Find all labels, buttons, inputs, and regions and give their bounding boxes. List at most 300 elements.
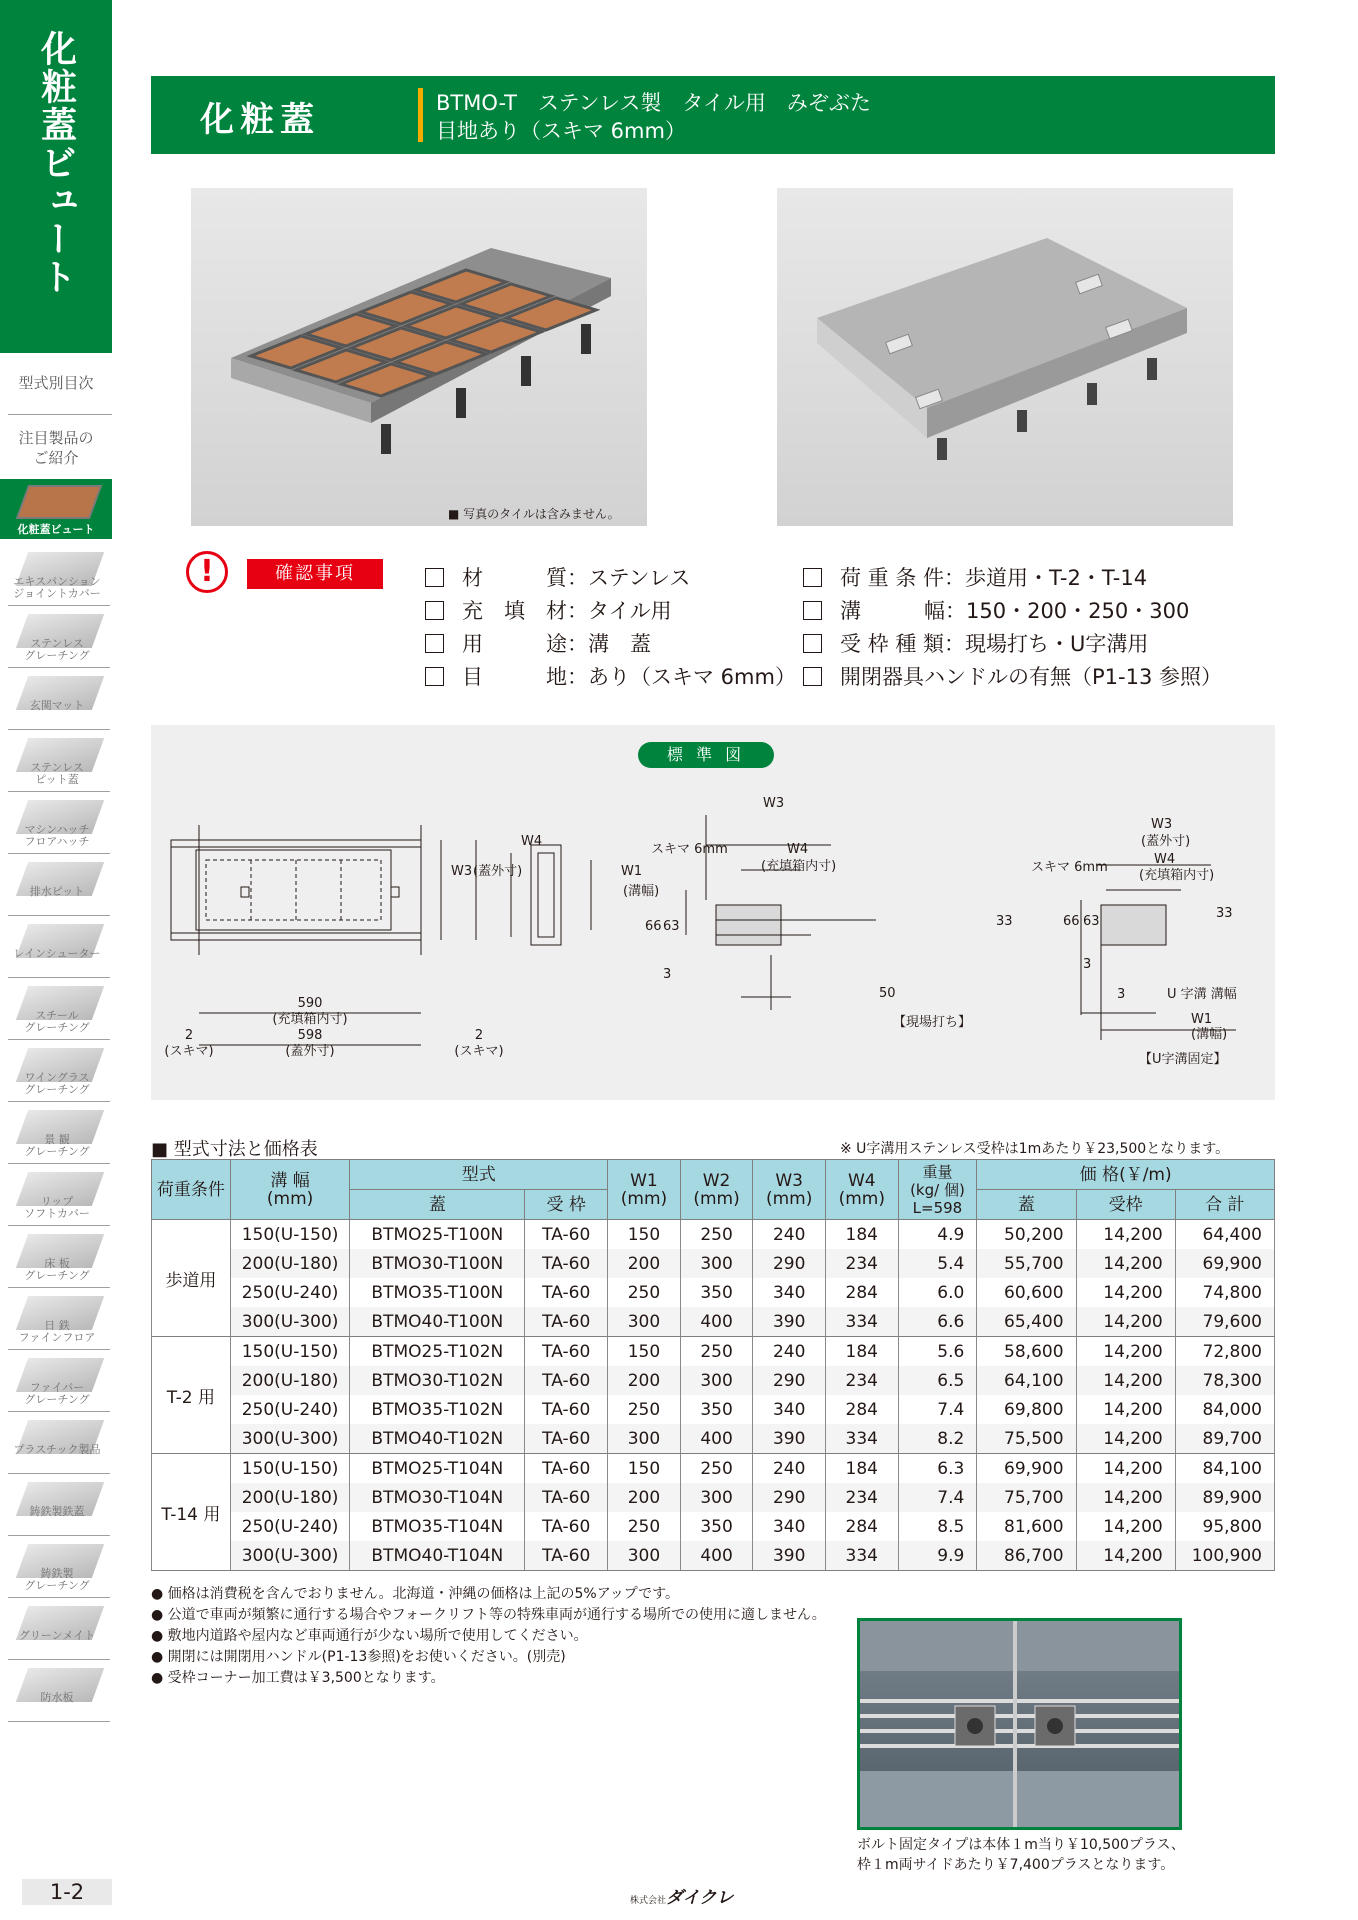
table-cell: 334 <box>825 1307 898 1337</box>
sidebar-item[interactable] <box>4 1354 110 1412</box>
table-cell: 200 <box>608 1249 681 1278</box>
sidebar-link-featured-2[interactable]: ご紹介 <box>33 449 79 467</box>
spec-material: 材 質：ステンレス <box>425 562 690 592</box>
table-cell: 184 <box>825 1337 898 1367</box>
dim-w1-sub: (溝幅) <box>623 884 660 899</box>
table-cell: 6.3 <box>898 1454 977 1484</box>
table-cell: 234 <box>825 1483 898 1512</box>
table-cell: 14,200 <box>1076 1307 1175 1337</box>
dim-590: 590 <box>297 996 323 1011</box>
dim-w4: W4 <box>521 834 543 849</box>
table-cell: 5.4 <box>898 1249 977 1278</box>
page-title: 化粧蓋 <box>200 100 320 140</box>
sidebar-item-label: ワイングラス グレーチング <box>24 1071 90 1096</box>
table-cell: 58,600 <box>977 1337 1076 1367</box>
sidebar-divider <box>8 1721 110 1722</box>
table-cell: BTMO35-T102N <box>350 1395 525 1424</box>
table-cell: 240 <box>753 1337 826 1367</box>
table-cell: 400 <box>680 1307 753 1337</box>
table-cell: 200(U-180) <box>230 1366 350 1395</box>
table-cell: 78,300 <box>1175 1366 1274 1395</box>
table-cell: 7.4 <box>898 1483 977 1512</box>
table-cell: 89,700 <box>1175 1424 1274 1454</box>
table-cell: 340 <box>753 1512 826 1541</box>
sidebar-item[interactable] <box>4 796 110 854</box>
checkbox-icon <box>425 634 444 653</box>
sidebar-item-label: 日 鉄 ファインフロア <box>18 1319 96 1344</box>
table-row <box>152 1278 1275 1307</box>
dim-w4-u-sub: (充填箱内寸) <box>1139 868 1215 883</box>
price-table <box>151 1159 1275 1571</box>
sidebar-item[interactable] <box>4 548 110 606</box>
table-cell: 14,200 <box>1076 1512 1175 1541</box>
col-model-lid: 蓋 <box>350 1190 525 1220</box>
sidebar-item[interactable] <box>4 1168 110 1226</box>
dim-598: 598 <box>297 1028 323 1043</box>
checkbox-icon <box>803 601 822 620</box>
table-cell: 14,200 <box>1076 1220 1175 1250</box>
dim-3-u-bottom: 3 <box>1117 987 1126 1002</box>
table-cell: BTMO30-T102N <box>350 1366 525 1395</box>
col-model: 型式 <box>350 1160 608 1190</box>
dim-50: 50 <box>879 986 896 1001</box>
table-cell: 200 <box>608 1483 681 1512</box>
dim-gap-right-sub: (スキマ) <box>454 1044 504 1059</box>
table-cell: BTMO25-T102N <box>350 1337 525 1367</box>
sidebar-item-label: ステンレス ピット蓋 <box>30 761 84 786</box>
table-row <box>152 1541 1275 1571</box>
dim-w4-site: W4 <box>787 842 809 857</box>
table-cell: 300 <box>680 1249 753 1278</box>
sidebar-item-active[interactable] <box>0 479 112 539</box>
table-cell: TA-60 <box>525 1483 608 1512</box>
table-cell: BTMO40-T100N <box>350 1307 525 1337</box>
table-cell: 390 <box>753 1307 826 1337</box>
table-cell: 334 <box>825 1541 898 1571</box>
table-cell: TA-60 <box>525 1307 608 1337</box>
dim-w3: W3 <box>451 864 473 879</box>
table-cell: 250 <box>608 1278 681 1307</box>
dim-33-u: 33 <box>1216 906 1233 921</box>
sidebar-divider <box>8 1597 110 1598</box>
table-cell: 240 <box>753 1220 826 1250</box>
table-cell: 8.5 <box>898 1512 977 1541</box>
standard-drawing-badge: 標 準 図 <box>638 742 774 768</box>
sidebar-item-label: 床 板 グレーチング <box>24 1257 90 1282</box>
table-cell: 150 <box>608 1454 681 1484</box>
table-cell: 50,200 <box>977 1220 1076 1250</box>
sidebar-item[interactable] <box>4 1664 110 1722</box>
table-row <box>152 1366 1275 1395</box>
dim-63-site: 63 <box>663 919 680 934</box>
header-subtitle-1: BTMO-T ステンレス製 タイル用 みぞぶた <box>436 91 871 115</box>
table-cell: 250 <box>680 1220 753 1250</box>
load-condition-cell: T-2 用 <box>152 1337 231 1454</box>
dim-66-u: 66 <box>1063 914 1080 929</box>
table-cell: 9.9 <box>898 1541 977 1571</box>
table-cell: 6.0 <box>898 1278 977 1307</box>
sidebar-item-active-label: 化粧蓋ビュート <box>17 523 95 536</box>
sidebar-divider <box>8 414 112 415</box>
sidebar-item[interactable] <box>4 1106 110 1164</box>
sidebar-divider <box>8 1349 110 1350</box>
sidebar-divider <box>8 1163 110 1164</box>
header-accent-bar <box>418 88 423 142</box>
u-ditch-label: U 字溝 溝幅 <box>1167 987 1237 1002</box>
table-cell: BTMO30-T104N <box>350 1483 525 1512</box>
col-w4: W4 (mm) <box>825 1160 898 1220</box>
sidebar-item[interactable] <box>4 1602 110 1660</box>
sidebar-item[interactable] <box>4 1478 110 1536</box>
dim-w4-site-sub: (充填箱内寸) <box>761 859 837 874</box>
table-cell: 14,200 <box>1076 1278 1175 1307</box>
note-5: ● 受枠コーナー加工費は￥3,500となります。 <box>151 1670 445 1686</box>
table-cell: TA-60 <box>525 1395 608 1424</box>
table-cell: 14,200 <box>1076 1337 1175 1367</box>
table-row <box>152 1220 1275 1250</box>
dim-66-site: 66 <box>645 919 662 934</box>
table-cell: TA-60 <box>525 1337 608 1367</box>
table-cell: 284 <box>825 1512 898 1541</box>
sidebar-divider <box>8 1535 110 1536</box>
table-cell: 6.5 <box>898 1366 977 1395</box>
sidebar-divider <box>8 729 110 730</box>
sidebar-item-label: 鋳鉄製 グレーチング <box>24 1567 90 1592</box>
col-w3: W3 (mm) <box>753 1160 826 1220</box>
table-cell: 300 <box>680 1366 753 1395</box>
table-note: ※ U字溝用ステンレス受枠は1mあたり￥23,500となります。 <box>840 1141 1230 1157</box>
col-price-lid: 蓋 <box>977 1190 1076 1220</box>
table-cell: 250 <box>680 1337 753 1367</box>
table-cell: 6.6 <box>898 1307 977 1337</box>
sidebar-divider <box>8 853 110 854</box>
col-price-frame: 受枠 <box>1076 1190 1175 1220</box>
table-row <box>152 1512 1275 1541</box>
table-cell: BTMO35-T104N <box>350 1512 525 1541</box>
standard-drawing <box>151 725 1275 1100</box>
table-row <box>152 1483 1275 1512</box>
sidebar-divider <box>8 667 110 668</box>
sidebar-item[interactable] <box>4 1044 110 1102</box>
table-cell: 14,200 <box>1076 1366 1175 1395</box>
sidebar-item[interactable] <box>4 610 110 668</box>
sidebar-link-featured-1[interactable]: 注目製品の <box>18 429 94 447</box>
table-cell: 250(U-240) <box>230 1512 350 1541</box>
table-row <box>152 1454 1275 1484</box>
table-cell: 150(U-150) <box>230 1220 350 1250</box>
dim-590-sub: (充填箱内寸) <box>272 1012 348 1027</box>
dim-63-u: 63 <box>1083 914 1100 929</box>
table-cell: BTMO40-T102N <box>350 1424 525 1454</box>
spec-frame: 受 枠 種 類：現場打ち・U字溝用 <box>803 628 1148 658</box>
table-cell: 290 <box>753 1483 826 1512</box>
table-cell: 150(U-150) <box>230 1454 350 1484</box>
sidebar-item-label: 鋳鉄製鉄蓋 <box>29 1505 85 1518</box>
table-cell: TA-60 <box>525 1278 608 1307</box>
table-cell: 5.6 <box>898 1337 977 1367</box>
sidebar-item-label: レインシューター <box>13 947 101 960</box>
dim-w1: W1 <box>621 864 643 879</box>
table-cell: 4.9 <box>898 1220 977 1250</box>
dim-w3-site: W3 <box>763 796 785 811</box>
note-3: ● 敷地内道路や屋内など車両通行が少ない場所で使用してください。 <box>151 1628 588 1644</box>
dim-33-site: 33 <box>996 914 1013 929</box>
table-cell: 81,600 <box>977 1512 1076 1541</box>
dim-gap-left-sub: (スキマ) <box>164 1044 214 1059</box>
table-cell: 390 <box>753 1424 826 1454</box>
table-cell: 14,200 <box>1076 1424 1175 1454</box>
table-cell: 250(U-240) <box>230 1278 350 1307</box>
sidebar-item[interactable] <box>4 858 110 916</box>
table-cell: 64,100 <box>977 1366 1076 1395</box>
spec-joint: 目 地：あり（スキマ 6mm） <box>425 661 796 691</box>
table-cell: 69,900 <box>1175 1249 1274 1278</box>
checkbox-icon <box>803 634 822 653</box>
table-cell: 300 <box>608 1307 681 1337</box>
table-cell: 100,900 <box>1175 1541 1274 1571</box>
sidebar-title: 化粧蓋ビュート <box>35 30 77 296</box>
col-load: 荷重条件 <box>152 1160 231 1220</box>
table-cell: 340 <box>753 1278 826 1307</box>
table-row <box>152 1424 1275 1454</box>
table-cell: TA-60 <box>525 1249 608 1278</box>
table-cell: 14,200 <box>1076 1454 1175 1484</box>
dim-gap-left: 2 <box>184 1028 194 1043</box>
caption-u: 【U字溝固定】 <box>1139 1052 1227 1067</box>
table-cell: 79,600 <box>1175 1307 1274 1337</box>
table-row <box>152 1395 1275 1424</box>
sidebar-divider <box>8 915 110 916</box>
table-cell: BTMO25-T104N <box>350 1454 525 1484</box>
sidebar-item-label: グリーンメイト <box>18 1629 96 1642</box>
note-1: ● 価格は消費税を含んでおりません。北海道・沖縄の価格は上記の5%アップです。 <box>151 1586 680 1602</box>
table-cell: 390 <box>753 1541 826 1571</box>
confirm-badge: 確認事項 <box>247 559 383 589</box>
table-cell: 200(U-180) <box>230 1249 350 1278</box>
dim-w1-u: W1 <box>1191 1012 1213 1027</box>
dim-3-u: 3 <box>1083 957 1092 972</box>
spec-handle: 開閉器具ハンドルの有無（P1-13 参照） <box>803 661 1222 691</box>
col-model-frame: 受 枠 <box>525 1190 608 1220</box>
table-cell: 300 <box>608 1541 681 1571</box>
table-cell: 7.4 <box>898 1395 977 1424</box>
gap-label-site: スキマ 6mm <box>651 842 728 857</box>
dim-w4-u: W4 <box>1154 852 1176 867</box>
sidebar-item-label: マシンハッチ フロアハッチ <box>24 823 90 848</box>
dim-w3-sub: (蓋外寸) <box>473 864 523 879</box>
photo-note: ■ 写真のタイルは含みません。 <box>448 507 620 521</box>
table-cell: 75,500 <box>977 1424 1076 1454</box>
table-cell: 60,600 <box>977 1278 1076 1307</box>
load-condition-cell: 歩道用 <box>152 1220 231 1337</box>
spec-load: 荷 重 条 件：歩道用・T-2・T-14 <box>803 562 1147 592</box>
table-cell: 250 <box>608 1395 681 1424</box>
sidebar-item[interactable] <box>4 1540 110 1598</box>
sidebar-divider <box>8 1039 110 1040</box>
table-cell: 300 <box>608 1424 681 1454</box>
sidebar-item[interactable] <box>4 1292 110 1350</box>
dim-3-site: 3 <box>663 967 672 982</box>
table-cell: 400 <box>680 1424 753 1454</box>
table-cell: 89,900 <box>1175 1483 1274 1512</box>
load-condition-cell: T-14 用 <box>152 1454 231 1571</box>
table-cell: TA-60 <box>525 1512 608 1541</box>
table-cell: BTMO25-T100N <box>350 1220 525 1250</box>
sidebar-item[interactable] <box>4 920 110 978</box>
sidebar-item-label: 景 観 グレーチング <box>24 1133 90 1158</box>
caption-site: 【現場打ち】 <box>893 1015 972 1030</box>
sidebar-item[interactable] <box>4 734 110 792</box>
table-cell: 64,400 <box>1175 1220 1274 1250</box>
sidebar-link-index[interactable]: 型式別目次 <box>18 374 94 392</box>
table-cell: 334 <box>825 1424 898 1454</box>
table-cell: 95,800 <box>1175 1512 1274 1541</box>
table-cell: 400 <box>680 1541 753 1571</box>
table-cell: 200 <box>608 1366 681 1395</box>
sidebar-item-label: プラスチック製品 <box>13 1443 101 1456</box>
dim-w3-u-sub: (蓋外寸) <box>1141 834 1191 849</box>
col-price: 価 格(￥/m) <box>977 1160 1275 1190</box>
table-cell: 184 <box>825 1220 898 1250</box>
spec-use: 用 途：溝 蓋 <box>425 628 651 658</box>
checkbox-icon <box>803 667 822 686</box>
company-logo: 株式会社ダイクレ <box>630 1888 734 1908</box>
table-cell: 150 <box>608 1337 681 1367</box>
bolt-caption-2: 枠１m両サイドあたり￥7,400プラスとなります。 <box>857 1857 1175 1873</box>
table-cell: 250 <box>680 1454 753 1484</box>
table-cell: 55,700 <box>977 1249 1076 1278</box>
dim-w3-u: W3 <box>1151 817 1173 832</box>
bolt-fixing-photo <box>857 1618 1182 1830</box>
table-cell: TA-60 <box>525 1366 608 1395</box>
sidebar-item[interactable] <box>4 1416 110 1474</box>
table-cell: 300(U-300) <box>230 1541 350 1571</box>
spec-filler: 充 填 材：タイル用 <box>425 595 672 625</box>
table-cell: 84,000 <box>1175 1395 1274 1424</box>
alert-icon: ! <box>186 551 228 593</box>
table-cell: BTMO30-T100N <box>350 1249 525 1278</box>
sidebar-item-label: ファイバー グレーチング <box>24 1381 90 1406</box>
table-cell: TA-60 <box>525 1220 608 1250</box>
checkbox-icon <box>803 568 822 587</box>
table-cell: 350 <box>680 1512 753 1541</box>
sidebar-divider <box>8 791 110 792</box>
table-cell: 14,200 <box>1076 1249 1175 1278</box>
table-cell: 250(U-240) <box>230 1395 350 1424</box>
sidebar-divider <box>8 1473 110 1474</box>
sidebar-item-label: 排水ピット <box>29 885 85 898</box>
table-cell: 150(U-150) <box>230 1337 350 1367</box>
table-cell: 86,700 <box>977 1541 1076 1571</box>
table-cell: 300 <box>680 1483 753 1512</box>
table-cell: 250 <box>608 1512 681 1541</box>
sidebar-divider <box>8 1101 110 1102</box>
sidebar-divider <box>8 1287 110 1288</box>
table-cell: 69,800 <box>977 1395 1076 1424</box>
sidebar-divider <box>8 977 110 978</box>
table-cell: 14,200 <box>1076 1483 1175 1512</box>
dim-gap-right: 2 <box>474 1028 484 1043</box>
table-cell: 84,100 <box>1175 1454 1274 1484</box>
sidebar-item[interactable] <box>4 982 110 1040</box>
table-cell: 72,800 <box>1175 1337 1274 1367</box>
sidebar-item-label: 防水板 <box>40 1691 74 1704</box>
sidebar-divider <box>8 1411 110 1412</box>
table-cell: 234 <box>825 1366 898 1395</box>
product-photo-with-tiles <box>191 188 647 526</box>
col-w2: W2 (mm) <box>680 1160 753 1220</box>
table-heading: ■ 型式寸法と価格表 <box>151 1139 318 1160</box>
checkbox-icon <box>425 667 444 686</box>
table-cell: TA-60 <box>525 1424 608 1454</box>
gap-label-u: スキマ 6mm <box>1031 860 1108 875</box>
table-cell: BTMO40-T104N <box>350 1541 525 1571</box>
table-cell: 234 <box>825 1249 898 1278</box>
table-cell: 184 <box>825 1454 898 1484</box>
col-width: 溝 幅 (mm) <box>230 1160 350 1220</box>
sidebar-item-label: リップ ソフトカバー <box>24 1195 90 1220</box>
table-cell: 75,700 <box>977 1483 1076 1512</box>
sidebar-item[interactable] <box>4 1230 110 1288</box>
sidebar-divider <box>8 605 110 606</box>
dim-598-sub: (蓋外寸) <box>285 1044 335 1059</box>
table-cell: 300(U-300) <box>230 1307 350 1337</box>
table-cell: 200(U-180) <box>230 1483 350 1512</box>
table-row <box>152 1337 1275 1367</box>
sidebar-item-label: 玄関マット <box>29 699 85 712</box>
table-cell: 290 <box>753 1366 826 1395</box>
tile-cover-thumbnail <box>16 485 102 519</box>
table-cell: 350 <box>680 1395 753 1424</box>
checkbox-icon <box>425 568 444 587</box>
note-2: ● 公道で車両が頻繁に通行する場合やフォークリフト等の特殊車両が通行する場所での使用に適しません。 <box>151 1607 826 1623</box>
table-cell: TA-60 <box>525 1541 608 1571</box>
table-cell: 340 <box>753 1395 826 1424</box>
table-cell: 69,900 <box>977 1454 1076 1484</box>
header-subtitle-2: 目地あり（スキマ 6mm） <box>436 119 686 143</box>
col-weight: 重量 (kg/ 個) L=598 <box>898 1160 977 1220</box>
sidebar-divider <box>8 1225 110 1226</box>
table-cell: 300(U-300) <box>230 1424 350 1454</box>
sidebar-item-label: スチール グレーチング <box>24 1009 90 1034</box>
col-w1: W1 (mm) <box>608 1160 681 1220</box>
table-cell: 284 <box>825 1395 898 1424</box>
sidebar-item[interactable] <box>4 672 110 730</box>
table-cell: 350 <box>680 1278 753 1307</box>
table-cell: 240 <box>753 1454 826 1484</box>
table-cell: 150 <box>608 1220 681 1250</box>
table-cell: 14,200 <box>1076 1395 1175 1424</box>
sidebar-divider <box>8 1659 110 1660</box>
dim-w1-u-sub: (溝幅) <box>1191 1027 1228 1042</box>
checkbox-icon <box>425 601 444 620</box>
table-cell: TA-60 <box>525 1454 608 1484</box>
col-price-total: 合 計 <box>1175 1190 1274 1220</box>
table-cell: 74,800 <box>1175 1278 1274 1307</box>
table-cell: 8.2 <box>898 1424 977 1454</box>
product-photo-empty-tray <box>777 188 1233 526</box>
note-4: ● 開閉には開閉用ハンドル(P1-13参照)をお使いください。(別売) <box>151 1649 566 1665</box>
table-cell: 14,200 <box>1076 1541 1175 1571</box>
table-row <box>152 1307 1275 1337</box>
table-cell: 284 <box>825 1278 898 1307</box>
table-cell: 290 <box>753 1249 826 1278</box>
table-row <box>152 1249 1275 1278</box>
bolt-caption-1: ボルト固定タイプは本体１m当り￥10,500プラス、 <box>857 1837 1185 1853</box>
spec-width: 溝 幅：150・200・250・300 <box>803 595 1189 625</box>
sidebar-item-label: ステンレス グレーチング <box>24 637 90 662</box>
sidebar-item-label: エキスパンション ジョイントカバー <box>13 575 101 600</box>
